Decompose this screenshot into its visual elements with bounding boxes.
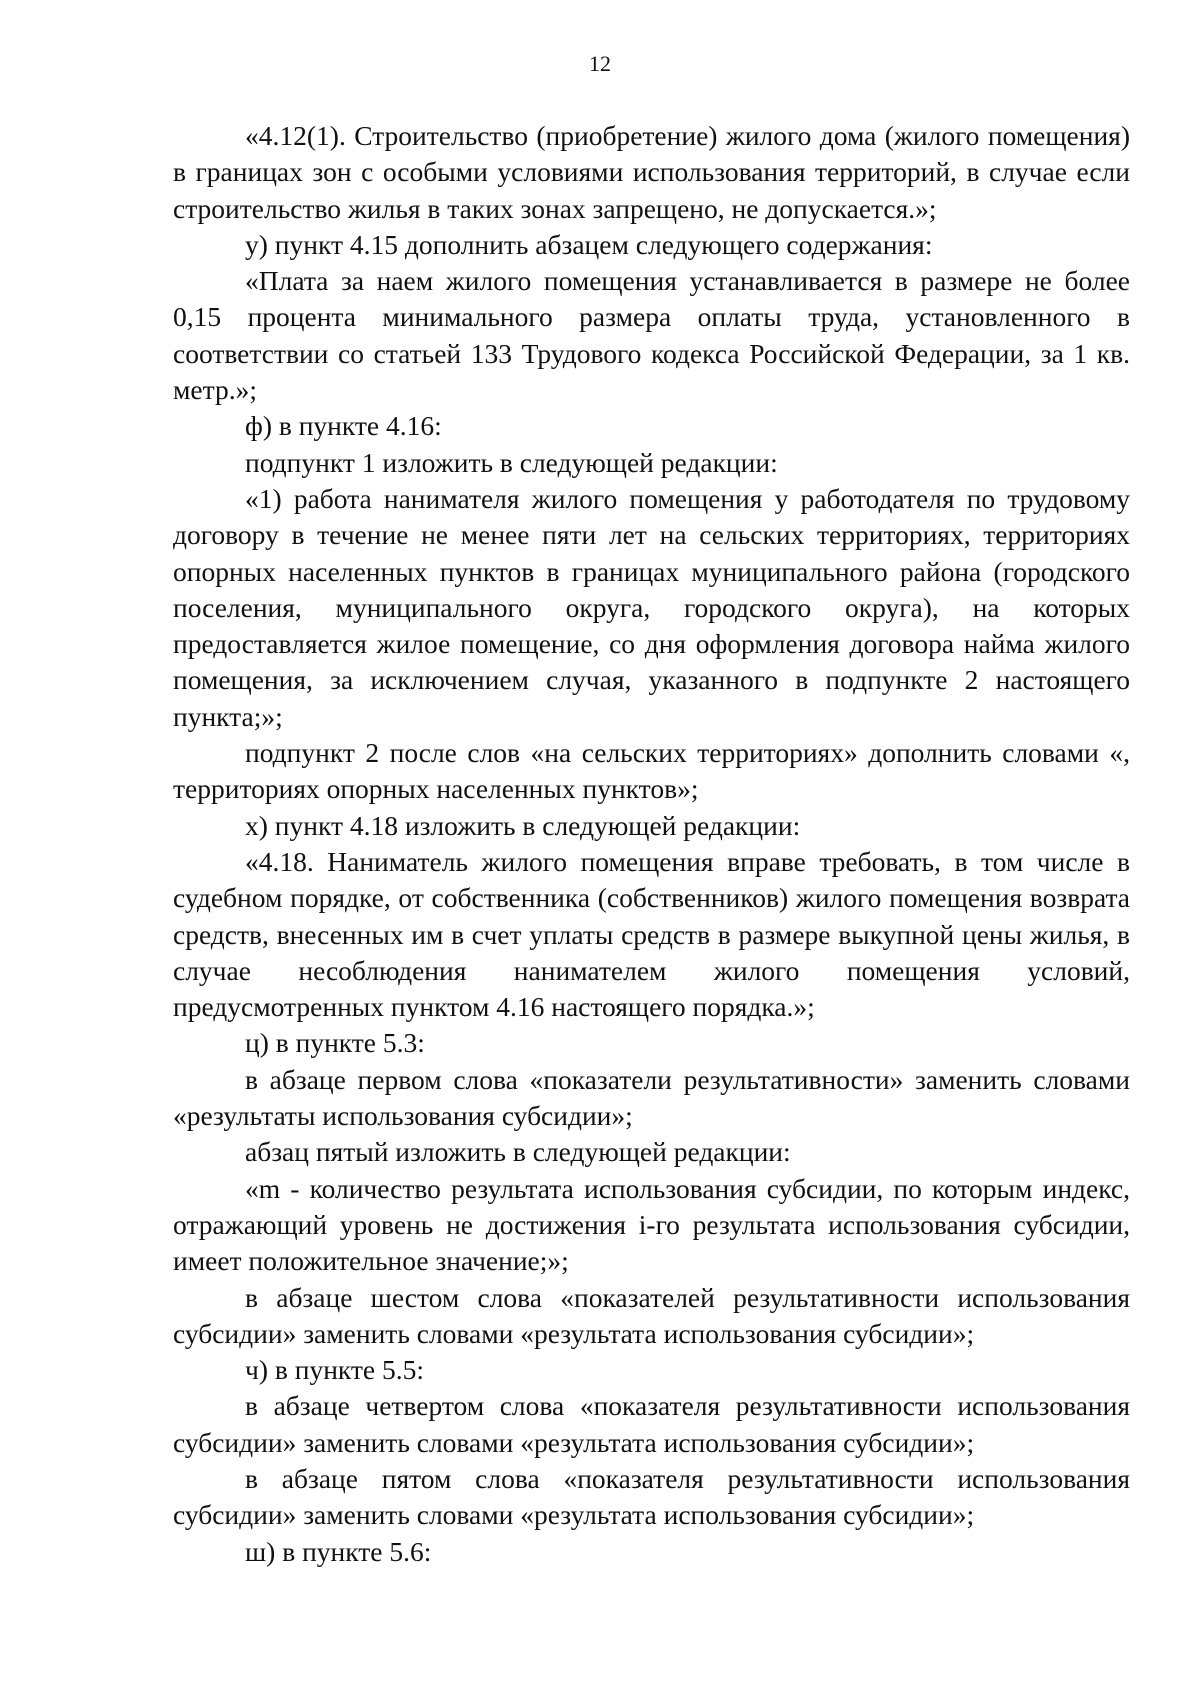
paragraph: «m - количество результата использования субсидии, по которым индекс, отражающий уровень не достижения i-го результата использования субсидии, имеет положительное значение;»; — [173, 1172, 1130, 1277]
paragraph: ч) в пункте 5.5: — [245, 1354, 425, 1386]
paragraph: «Плата за наем жилого помещения устанавливается в размере не более 0,15 процента минимального размера оплаты труда, установленного в соответствии со статьей 133 Трудового кодекса Российской Федерации, за 1 кв. метр.»; — [173, 265, 1130, 406]
paragraph: подпункт 1 изложить в следующей редакции: — [245, 446, 778, 478]
paragraph: х) пункт 4.18 изложить в следующей редакции: — [245, 809, 801, 841]
paragraph: абзац пятый изложить в следующей редакции: — [245, 1136, 791, 1168]
paragraph: «4.12(1). Строительство (приобретение) жилого дома (жилого помещения) в границах зон с особыми условиями использования территорий, в случае если строительство жилья в таких зонах запрещено, не допускается.»; — [173, 120, 1130, 224]
paragraph: ф) в пункте 4.16: — [245, 410, 442, 442]
paragraph: у) пункт 4.15 дополнить абзацем следующего содержания: — [245, 228, 933, 260]
document-body — [173, 118, 1130, 1570]
paragraph: «1) работа нанимателя жилого помещения у работодателя по трудовому договору в течение не менее пяти лет на сельских территориях, территориях опорных населенных пунктов в границах муниципального района (городского поселения, муниципального округа, городского округа), на которых предоставляется жилое помещение, со дня оформления договора найма жилого помещения, за исключением случая, указанного в подпункте 2 настоящего пункта;»; — [173, 482, 1130, 732]
paragraph: в абзаце четвертом слова «показателя результативности использования субсидии» заменить словами «результата использования субсидии»; — [173, 1390, 1130, 1458]
paragraph: подпункт 2 после слов «на сельских территориях» дополнить словами «, территориях опорных населенных пунктов»; — [173, 737, 1130, 805]
paragraph: «4.18. Наниматель жилого помещения вправе требовать, в том числе в судебном порядке, от собственника (собственников) жилого помещения возврата средств, внесенных им в счет уплаты средств в размере выкупной цены жилья, в случае несоблюдения нанимателем жилого помещения условий, предусмотренных пунктом 4.16 настоящего порядка.»; — [173, 845, 1130, 1023]
paragraph: ц) в пункте 5.3: — [245, 1027, 425, 1059]
page-number: 12 — [589, 51, 611, 76]
paragraph: ш) в пункте 5.6: — [245, 1535, 432, 1567]
paragraph: в абзаце первом слова «показатели результативности» заменить словами «результаты использования субсидии»; — [173, 1063, 1130, 1132]
paragraph: в абзаце шестом слова «показателей результативности использования субсидии» заменить словами «результата использования субсидии»; — [173, 1281, 1130, 1349]
paragraph: в абзаце пятом слова «показателя результативности использования субсидии» заменить словами «результата использования субсидии»; — [173, 1462, 1130, 1531]
